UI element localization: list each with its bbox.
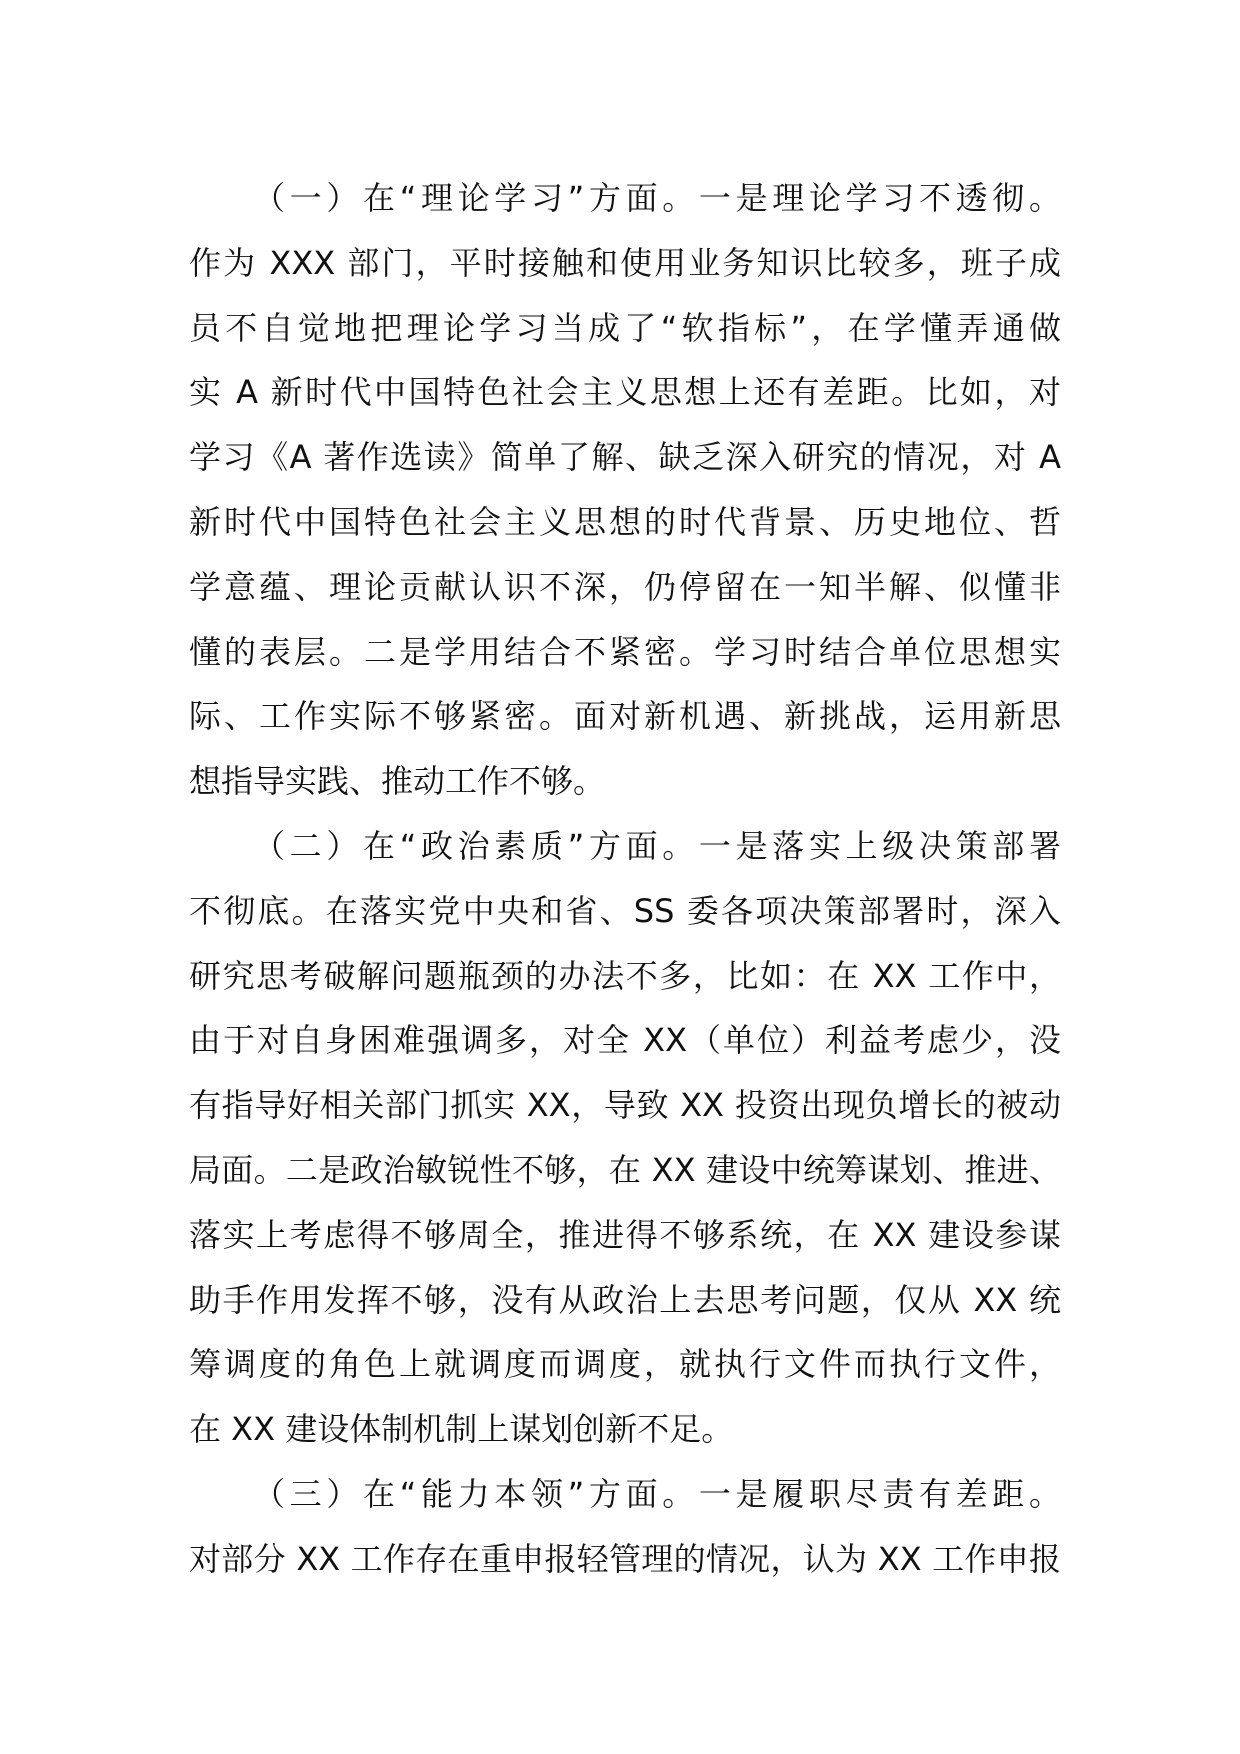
- paragraph-1-line-4: 实 A 新时代中国特色社会主义思想上还有差距。比如，对: [189, 373, 1061, 412]
- paragraph-2-line-3: 研究思考破解问题瓶颈的办法不多，比如：在 XX 工作中，: [189, 956, 1061, 995]
- paragraph-1-line-10: 想指导实践、推动工作不够。: [189, 762, 606, 801]
- paragraph-3-line-2: 对部分 XX 工作存在重申报轻管理的情况，认为 XX 工作申报: [189, 1539, 1061, 1578]
- paragraph-2-line-8: 助手作用发挥不够，没有从政治上去思考问题，仅从 XX 统: [189, 1280, 1061, 1319]
- paragraph-2-line-9: 筹调度的角色上就调度而调度，就执行文件而执行文件，: [189, 1345, 1061, 1384]
- body-text: [189, 166, 1061, 1592]
- paragraph-2-line-5: 有指导好相关部门抓实 XX，导致 XX 投资出现负增长的被动: [189, 1086, 1061, 1125]
- paragraph-2-line-10: 在 XX 建设体制机制上谋划创新不足。: [189, 1410, 734, 1449]
- paragraph-2-line-4: 由于对自身困难强调多，对全 XX（单位）利益考虑少，没: [189, 1021, 1061, 1060]
- paragraph-1-line-8: 懂的表层。二是学用结合不紧密。学习时结合单位思想实: [189, 632, 1061, 671]
- paragraph-1-line-5: 学习《A 著作选读》简单了解、缺乏深入研究的情况，对 A: [189, 438, 1061, 477]
- paragraph-2-line-1: （二）在“政治素质”方面。一是落实上级决策部署: [253, 826, 1061, 865]
- paragraph-1-line-1: （一）在“理论学习”方面。一是理论学习不透彻。: [253, 179, 1061, 217]
- paragraph-1-line-2: 作为 XXX 部门，平时接触和使用业务知识比较多，班子成: [189, 243, 1061, 282]
- paragraph-1-line-7: 学意蕴、理论贡献认识不深，仍停留在一知半解、似懂非: [189, 567, 1061, 606]
- paragraph-2-line-7: 落实上考虑得不够周全，推进得不够系统，在 XX 建设参谋: [189, 1215, 1061, 1254]
- paragraph-1-line-3: 员不自觉地把理论学习当成了“软指标”，在学懂弄通做: [189, 308, 1061, 347]
- paragraph-2-line-2: 不彻底。在落实党中央和省、SS 委各项决策部署时，深入: [189, 891, 1061, 930]
- paragraph-1-line-6: 新时代中国特色社会主义思想的时代背景、历史地位、哲: [189, 502, 1061, 541]
- paragraph-3-line-1: （三）在“能力本领”方面。一是履职尽责有差距。: [253, 1474, 1061, 1513]
- paragraph-2-line-6: 局面。二是政治敏锐性不够，在 XX 建设中统筹谋划、推进、: [189, 1150, 1061, 1189]
- paragraph-1-line-9: 际、工作实际不够紧密。面对新机遇、新挑战，运用新思: [189, 697, 1061, 736]
